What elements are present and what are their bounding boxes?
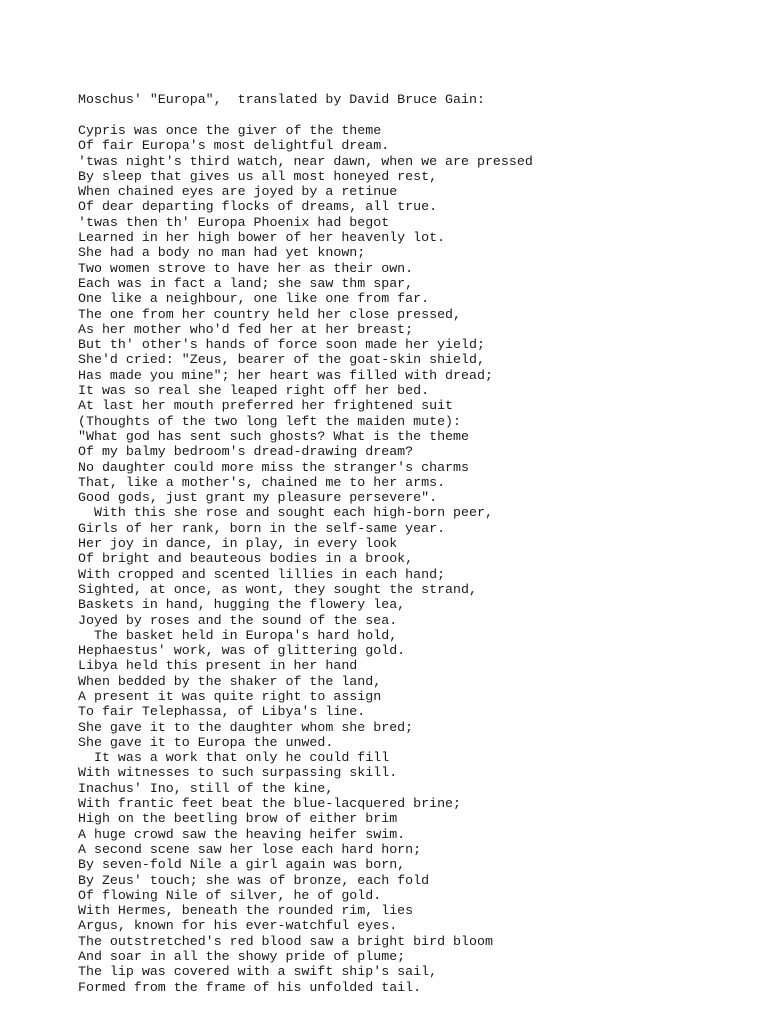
poem-line: Of flowing Nile of silver, he of gold. bbox=[78, 887, 382, 903]
poem-line: As her mother who'd fed her at her breast; bbox=[78, 321, 414, 337]
poem-line: By sleep that gives us all most honeyed rest, bbox=[78, 168, 438, 184]
poem-line: A second scene saw her lose each hard horn; bbox=[78, 841, 422, 857]
poem-line: That, like a mother's, chained me to her arms. bbox=[78, 474, 446, 490]
poem-line: By Zeus' touch; she was of bronze, each fold bbox=[78, 872, 430, 888]
poem-line: By seven-fold Nile a girl again was born, bbox=[78, 857, 406, 873]
poem-line: Learned in her high bower of her heavenly lot. bbox=[78, 230, 446, 246]
poem-line: And soar in all the showy pride of plume; bbox=[78, 949, 406, 965]
poem-line: The lip was covered with a swift ship's sail, bbox=[78, 964, 438, 980]
poem-line: A huge crowd saw the heaving heifer swim. bbox=[78, 826, 406, 842]
poem-line: When chained eyes are joyed by a retinue bbox=[78, 184, 398, 200]
poem-line: Libya held this present in her hand bbox=[78, 658, 358, 674]
poem-line: She had a body no man had yet known; bbox=[78, 245, 366, 261]
poem-line: She'd cried: "Zeus, bearer of the goat-skin shield, bbox=[78, 352, 485, 368]
poem-line: Of fair Europa's most delightful dream. bbox=[78, 138, 390, 154]
poem-line: 'twas night's third watch, near dawn, when we are pressed bbox=[78, 153, 533, 169]
poem-line: She gave it to Europa the unwed. bbox=[78, 734, 334, 750]
poem-line: Cypris was once the giver of the theme bbox=[78, 123, 382, 138]
poem-line: Sighted, at once, as wont, they sought the strand, bbox=[78, 581, 477, 597]
poem-line: The outstretched's red blood saw a bright bird bloom bbox=[78, 933, 493, 949]
poem-line: With frantic feet beat the blue-lacquered brine; bbox=[78, 796, 462, 812]
poem-line: Inachus' Ino, still of the kine, bbox=[78, 780, 334, 796]
poem-line: No daughter could more miss the stranger's charms bbox=[78, 459, 469, 475]
poem-line: When bedded by the shaker of the land, bbox=[78, 673, 382, 689]
poem-line: The one from her country held her close pressed, bbox=[78, 306, 462, 322]
poem-line: She gave it to the daughter whom she bred; bbox=[78, 719, 414, 735]
poem-line: Formed from the frame of his unfolded tail. bbox=[78, 979, 422, 995]
poem-line: Good gods, just grant my pleasure persevere". bbox=[78, 490, 438, 506]
poem-line: "What god has sent such ghosts? What is the theme bbox=[78, 428, 469, 444]
poem-body bbox=[78, 123, 533, 995]
poem-line: But th' other's hands of force soon made her yield; bbox=[78, 337, 485, 353]
poem-line: Girls of her rank, born in the self-same year. bbox=[78, 520, 446, 536]
poem-line: It was a work that only he could fill bbox=[78, 750, 390, 766]
poem-line: Argus, known for his ever-watchful eyes. bbox=[78, 918, 398, 934]
poem-line: With witnesses to such surpassing skill. bbox=[78, 765, 398, 781]
poem-line: Two women strove to have her as their own. bbox=[78, 260, 414, 276]
poem-line: Baskets in hand, hugging the flowery lea, bbox=[78, 597, 406, 613]
poem-line: With this she rose and sought each high-born peer, bbox=[78, 505, 493, 521]
poem-line: Hephaestus' work, was of glittering gold. bbox=[78, 643, 406, 659]
poem-line: With cropped and scented lillies in each hand; bbox=[78, 566, 446, 582]
poem-line: Of dear departing flocks of dreams, all true. bbox=[78, 199, 438, 215]
poem-line: Of my balmy bedroom's dread-drawing dream? bbox=[78, 444, 414, 460]
document-title: Moschus' "Europa", translated by David Bruce Gain: bbox=[78, 92, 485, 107]
poem-line: Has made you mine"; her heart was filled with dread; bbox=[78, 367, 493, 383]
poem-line: Her joy in dance, in play, in every look bbox=[78, 536, 398, 552]
poem-line: 'twas then th' Europa Phoenix had begot bbox=[78, 214, 390, 230]
poem-line: At last her mouth preferred her frightened suit bbox=[78, 398, 454, 414]
poem-line: One like a neighbour, one like one from far. bbox=[78, 291, 430, 307]
poem-line: With Hermes, beneath the rounded rim, lies bbox=[78, 903, 414, 919]
poem-line: Of bright and beauteous bodies in a brook, bbox=[78, 551, 414, 567]
poem-line: A present it was quite right to assign bbox=[78, 688, 382, 704]
poem-line: Each was in fact a land; she saw thm spar, bbox=[78, 275, 414, 291]
poem-line: The basket held in Europa's hard hold, bbox=[78, 627, 398, 643]
poem-line: To fair Telephassa, of Libya's line. bbox=[78, 704, 366, 720]
poem-line: It was so real she leaped right off her bed. bbox=[78, 383, 430, 399]
poem-line: Joyed by roses and the sound of the sea. bbox=[78, 612, 398, 628]
poem-line: (Thoughts of the two long left the maiden mute): bbox=[78, 413, 462, 429]
poem-line: High on the beetling brow of either brim bbox=[78, 811, 398, 827]
